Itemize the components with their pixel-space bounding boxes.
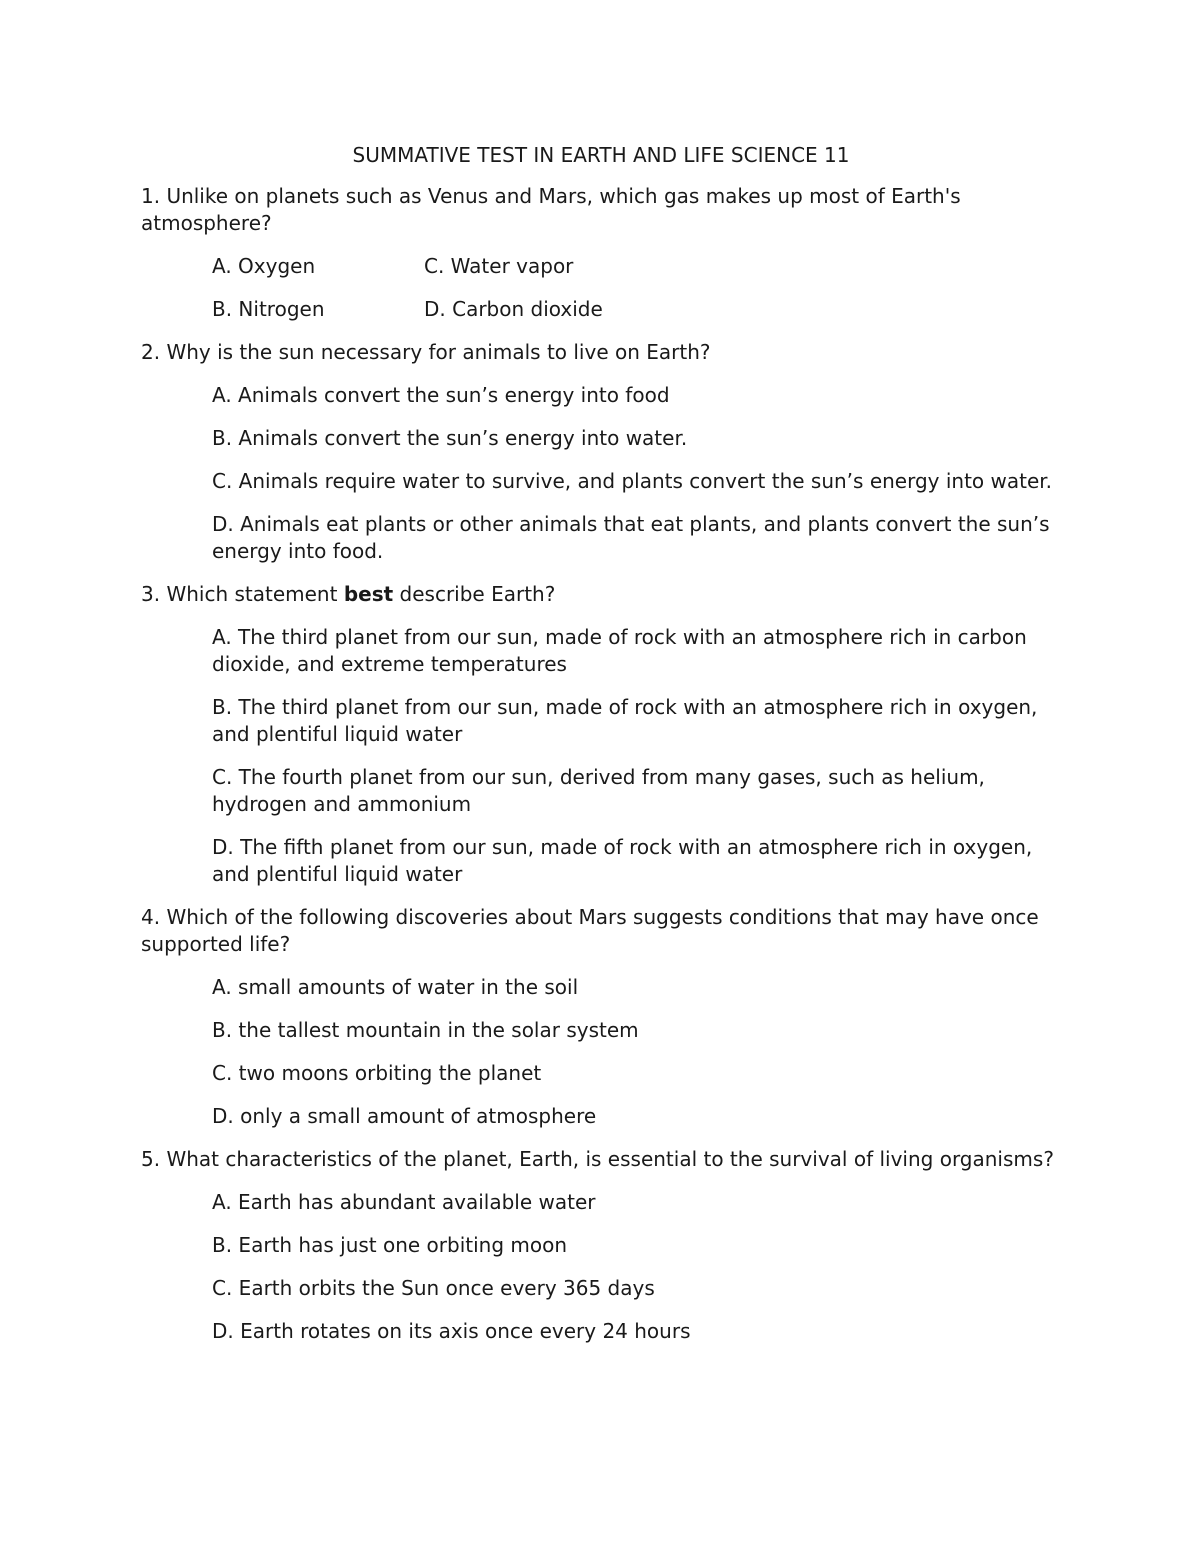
option-d: D. only a small amount of atmosphere xyxy=(212,1104,597,1128)
option-c: C. two moons orbiting the planet xyxy=(212,1061,542,1085)
question-text: 5. What characteristics of the planet, Earth, is essential to the survival of living organisms? xyxy=(141,1147,1054,1171)
option-a: A. Earth has abundant available water xyxy=(212,1190,596,1214)
option-d: D. Animals eat plants or other animals that eat plants, and plants convert the sun’s energy into food. xyxy=(212,512,1050,563)
option-row xyxy=(212,253,1061,280)
question-text-post: describe Earth? xyxy=(393,582,556,606)
option-b: B. Earth has just one orbiting moon xyxy=(212,1233,568,1257)
page-title: SUMMATIVE TEST IN EARTH AND LIFE SCIENCE 11 xyxy=(352,143,850,167)
option-b: B. Animals convert the sun’s energy into water. xyxy=(212,426,688,450)
option-a: A. Animals convert the sun’s energy into food xyxy=(212,383,670,407)
option-d: D. The fifth planet from our sun, made of rock with an atmosphere rich in oxygen, and plentiful liquid water xyxy=(212,835,1033,886)
question-text: 1. Unlike on planets such as Venus and Mars, which gas makes up most of Earth's atmosphere? xyxy=(141,184,961,235)
option-d: D. Carbon dioxide xyxy=(424,297,603,321)
option-grid xyxy=(212,253,1061,323)
question-text: 4. Which of the following discoveries about Mars suggests conditions that may have once supported life? xyxy=(141,905,1039,956)
question-2 xyxy=(141,339,1061,565)
document-page xyxy=(141,142,1061,1361)
question-text xyxy=(141,581,1061,608)
option-a: A. small amounts of water in the soil xyxy=(212,975,579,999)
question-text: 2. Why is the sun necessary for animals to live on Earth? xyxy=(141,340,711,364)
option-c: C. Earth orbits the Sun once every 365 days xyxy=(212,1276,655,1300)
option-c: C. The fourth planet from our sun, derived from many gases, such as helium, hydrogen and ammonium xyxy=(212,765,985,816)
question-4 xyxy=(141,904,1061,1130)
question-3 xyxy=(141,581,1061,888)
option-c: C. Animals require water to survive, and plants convert the sun’s energy into water. xyxy=(212,469,1053,493)
option-b: B. Nitrogen xyxy=(212,297,325,321)
question-text-pre: 3. Which statement xyxy=(141,582,344,606)
question-1 xyxy=(141,183,1061,323)
question-text-emphasis: best xyxy=(343,582,394,606)
option-row xyxy=(212,296,1061,323)
question-5 xyxy=(141,1146,1061,1345)
option-b: B. the tallest mountain in the solar system xyxy=(212,1018,639,1042)
option-d: D. Earth rotates on its axis once every 24 hours xyxy=(212,1319,691,1343)
option-b: B. The third planet from our sun, made of rock with an atmosphere rich in oxygen, and plentiful liquid water xyxy=(212,695,1038,746)
option-a: A. The third planet from our sun, made of rock with an atmosphere rich in carbon dioxide, and extreme temperatures xyxy=(212,625,1027,676)
option-c: C. Water vapor xyxy=(424,254,574,278)
option-a: A. Oxygen xyxy=(212,254,316,278)
